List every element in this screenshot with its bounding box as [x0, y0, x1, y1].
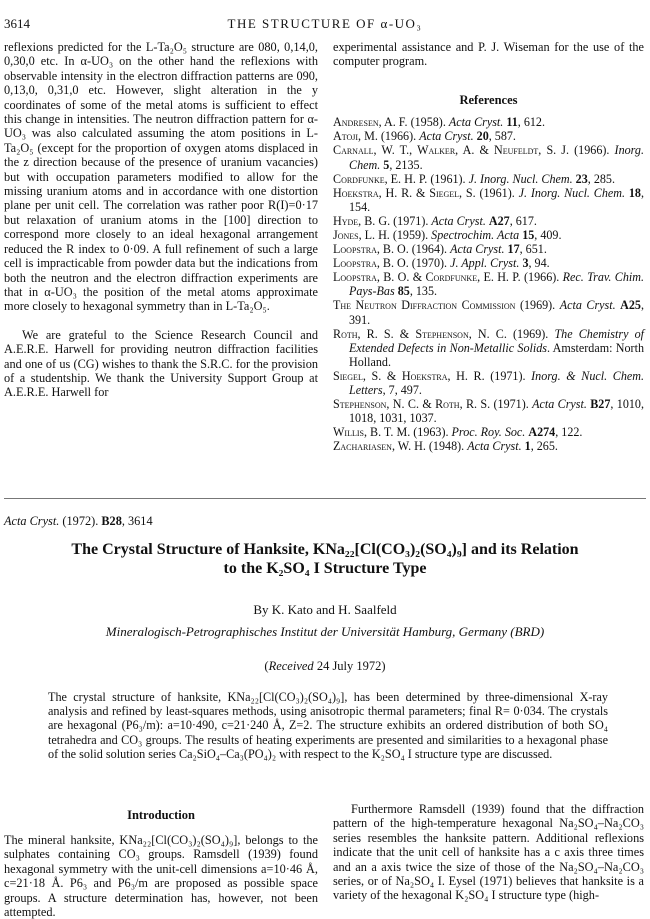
reference-authors: Roth, R. S. & Stephenson, N. C. (1969). — [333, 326, 549, 341]
reference-pages: , 409. — [534, 227, 562, 242]
reference-item — [333, 439, 644, 453]
reference-authors: Hoekstra, H. R. & Siegel, S. (1961). — [333, 185, 515, 200]
reference-item — [333, 214, 644, 228]
reference-pages: , 285. — [587, 171, 615, 186]
reference-pages: , 651. — [519, 242, 547, 257]
reference-pages: , 617. — [509, 213, 537, 228]
reference-journal: Acta Cryst. — [419, 129, 474, 144]
reference-authors: Hyde, B. G. (1971). — [333, 213, 429, 228]
introduction-heading: Introduction — [127, 808, 195, 822]
reference-authors: Willis, B. T. M. (1963). — [333, 425, 449, 440]
reference-pages: , 391. — [349, 298, 645, 327]
reference-journal: Acta Cryst. — [431, 213, 486, 228]
reference-item — [333, 242, 644, 256]
reference-pages: , 135. — [409, 284, 438, 299]
reference-item — [333, 228, 644, 242]
reference-item — [333, 256, 644, 270]
reference-journal: J. Inorg. Nucl. Chem. — [468, 171, 573, 186]
left-column — [4, 40, 318, 400]
reference-journal: Acta Cryst. — [448, 115, 504, 130]
reference-volume: 20 — [476, 129, 489, 144]
reference-journal: Acta Cryst. — [559, 298, 616, 313]
reference-authors: Siegel, S. & Hoekstra, H. R. (1971). — [333, 368, 526, 383]
reference-pages: , 7, 497. — [382, 383, 422, 397]
reference-volume: B27 — [590, 397, 611, 412]
left-paragraph-1: reflexions predicted for the L-Ta₂O₅ structure are 080, 0,14,0, 0,30,0 etc. In α-UO₃ on the other hand the reflexions with observable intensity in the electron diffraction patterns are 090, 0,13,0, 0,31,0 etc. However, slight alteration in the y coordinates of some of the metal atoms is sufficient to effect this change in intensities. The neutron diffraction pattern for α-UO₃ was also calculated assuming the atom positions in L-Ta₂O₅ (except for the proportion of oxygen atoms displaced in the z direction because of the presence of uranium vacancies) but with occupation parameters modified to allow for the missing uranium atoms and in accordance with one distortion plane per unit cell. The correlation was rather poor R(I)=0·17 but relaxation of uranium atoms in the [100] direction to correspond more closely to an ideal hexagonal arrangement reduced the R index to 0·09. A full refinement of such a large cell is impracticable from powder data but the indications from both the neutron and the electron diffraction experiments are that in α-UO₃ the position of the metal atoms approximate more closely to hexagonal symmetry than in L-Ta₂O₅. — [4, 40, 318, 314]
reference-authors: Carnall, W. T., Walker, A. & Neufeldt, S. J. (1966). — [333, 143, 610, 158]
reference-volume: 15 — [522, 227, 535, 242]
reference-journal: J. Appl. Cryst. — [450, 256, 520, 271]
title-line-2: to the K₂SO₄ I Structure Type — [223, 560, 427, 577]
reference-authors: Loopstra, B. O. & Cordfunke, E. H. P. (1966). — [333, 270, 560, 285]
acknowledgement-continuation: experimental assistance and P. J. Wiseman for the use of the computer program. — [333, 40, 644, 69]
reference-pages: . Amsterdam: North Holland. — [349, 340, 644, 369]
reference-authors: Atoji, M. (1966). — [333, 129, 417, 144]
reference-item — [333, 327, 644, 369]
reference-volume: 18 — [628, 185, 641, 200]
reference-volume: 23 — [575, 171, 588, 186]
reference-journal: Inorg. & Nucl. Chem. Letters — [349, 368, 644, 397]
reference-journal: Acta Cryst. — [532, 397, 587, 412]
reference-authors: The Neutron Diffraction Commission (1969). — [333, 298, 556, 313]
reference-journal: Rec. Trav. Chim. Pays-Bas — [349, 270, 644, 299]
right-column — [333, 40, 644, 453]
reference-authors: Cordfunke, E. H. P. (1961). — [333, 171, 466, 186]
reference-journal: The Chemistry of Extended Defects in Non-Metallic Solids — [349, 326, 644, 355]
citation-year: (1972). — [62, 514, 99, 528]
left-paragraph-2: We are grateful to the Science Research Council and A.E.R.E. Harwell for providing neutron diffraction facilities and one of us (CG) wishes to thank the S.R.C. for the provision of a studentship. We thank the University Support Group at A.E.R.E. Harwell for — [4, 327, 318, 400]
reference-authors: Loopstra, B. O. (1964). — [333, 242, 448, 257]
received-date-line: (Received 24 July 1972) — [264, 659, 386, 673]
reference-item — [333, 298, 644, 326]
page-number: 3614 — [4, 16, 30, 31]
reference-journal: Proc. Roy. Soc. — [451, 425, 526, 440]
running-title: THE STRUCTURE OF α-UO₃ — [227, 16, 423, 31]
reference-item — [333, 369, 644, 397]
reference-item — [333, 115, 644, 129]
citation-journal: Acta Cryst. — [4, 514, 60, 528]
reference-pages: , 612. — [517, 115, 545, 130]
introduction-right — [333, 802, 644, 903]
citation-page: , 3614 — [121, 514, 153, 528]
reference-item — [333, 425, 644, 439]
reference-pages: , 587. — [488, 129, 516, 144]
references-list — [333, 115, 644, 453]
reference-pages: , 2135. — [389, 157, 423, 172]
reference-journal: J. Inorg. Nucl. Chem. — [518, 185, 626, 200]
reference-volume: 5 — [383, 157, 390, 172]
reference-item — [333, 143, 644, 171]
reference-item — [333, 129, 644, 143]
reference-authors: Zachariasen, W. H. (1948). — [333, 439, 465, 454]
reference-pages: , 122. — [555, 425, 583, 440]
reference-authors: Jones, L. H. (1959). — [333, 227, 429, 242]
received-date: 24 July 1972 — [316, 659, 382, 673]
received-label: Received — [268, 659, 314, 673]
article-abstract: The crystal structure of hanksite, KNa₂₂[Cl(CO₃)₂(SO₄)₉], has been determined by three-dimensional X-ray analysis and refined by least-squares methods, using anisotropic thermal parameters; final R= 0·034. The crystals are hexagonal (P6₃/m): a=10·490, c=21·240 Å, Z=2. The structure exhibits an ordered distribution of both SO₄ tetrahedra and CO₃ groups. The results of heating experiments are presented and similarities to a hexagonal phase of the solid solution series Ca₂SiO₄–Ca₃(PO₄)₂ with respect to the K₂SO₄ I structure type are discussed. — [48, 690, 608, 761]
reference-volume: 3 — [522, 256, 529, 271]
reference-journal: Inorg. Chem. — [349, 143, 644, 172]
reference-item — [333, 397, 644, 425]
section-divider — [4, 498, 646, 499]
reference-volume: A25 — [620, 298, 641, 313]
article-affiliation: Mineralogisch-Petrographisches Institut der Universität Hamburg, Germany (BRD) — [105, 624, 545, 639]
introduction-paragraph-1: The mineral hanksite, KNa₂₂[Cl(CO₃)₂(SO₄)₉], belongs to the sulphates containing CO₃ groups. Ramsdell (1939) found hexagonal symmetry with the unit-cell dimensions a=10·46 Å, c=21·18 Å. P6₃ and P6₃/m are proposed as possible space groups. A structure determination has, however, not been attempted. — [4, 833, 318, 919]
title-line-1: The Crystal Structure of Hanksite, KNa₂₂[Cl(CO₃)₂(SO₄)₉] and its Relation — [71, 541, 579, 558]
reference-journal: Acta Cryst. — [450, 242, 505, 257]
citation-volume: B28 — [101, 514, 122, 528]
reference-authors: Stephenson, N. C. & Roth, R. S. (1971). — [333, 397, 529, 412]
references-heading: References — [459, 92, 518, 107]
reference-pages: , 154. — [349, 185, 644, 214]
reference-pages: , 265. — [530, 439, 558, 454]
reference-journal: Acta Cryst. — [467, 439, 522, 454]
reference-volume: 17 — [507, 242, 520, 257]
reference-authors: Andresen, A. F. (1958). — [333, 115, 446, 130]
reference-volume: 11 — [506, 115, 518, 130]
reference-volume: A274 — [528, 425, 556, 440]
reference-volume: A27 — [488, 213, 510, 228]
introduction-paragraph-2: Furthermore Ramsdell (1939) found that the diffraction pattern of the high-temperature hexagonal Na₂SO₄–Na₂CO₃ series resembles the hanksite pattern. Additional reflexions indicate that the unit cell of hanksite has a c axis three times and an a axis twice the size of those of the Na₂SO₄–Na₂CO₃ series, or of Na₂SO₄ I. Eysel (1971) believes that hanksite is a variety of the hexagonal K₂SO₄ I structure type (high- — [333, 802, 644, 903]
article-title — [0, 540, 650, 578]
reference-item — [333, 270, 644, 298]
article-citation — [4, 514, 153, 529]
article-authors: By K. Kato and H. Saalfeld — [253, 602, 397, 617]
reference-volume: 85 — [397, 284, 410, 299]
reference-volume: 1 — [524, 439, 531, 454]
reference-pages: , 1010, 1018, 1031, 1037. — [349, 397, 644, 426]
reference-pages: , 94. — [528, 256, 550, 271]
reference-item — [333, 186, 644, 214]
introduction-left — [4, 808, 318, 919]
reference-authors: Loopstra, B. O. (1970). — [333, 256, 448, 271]
reference-journal: Spectrochim. Acta — [431, 227, 520, 242]
reference-item — [333, 172, 644, 186]
